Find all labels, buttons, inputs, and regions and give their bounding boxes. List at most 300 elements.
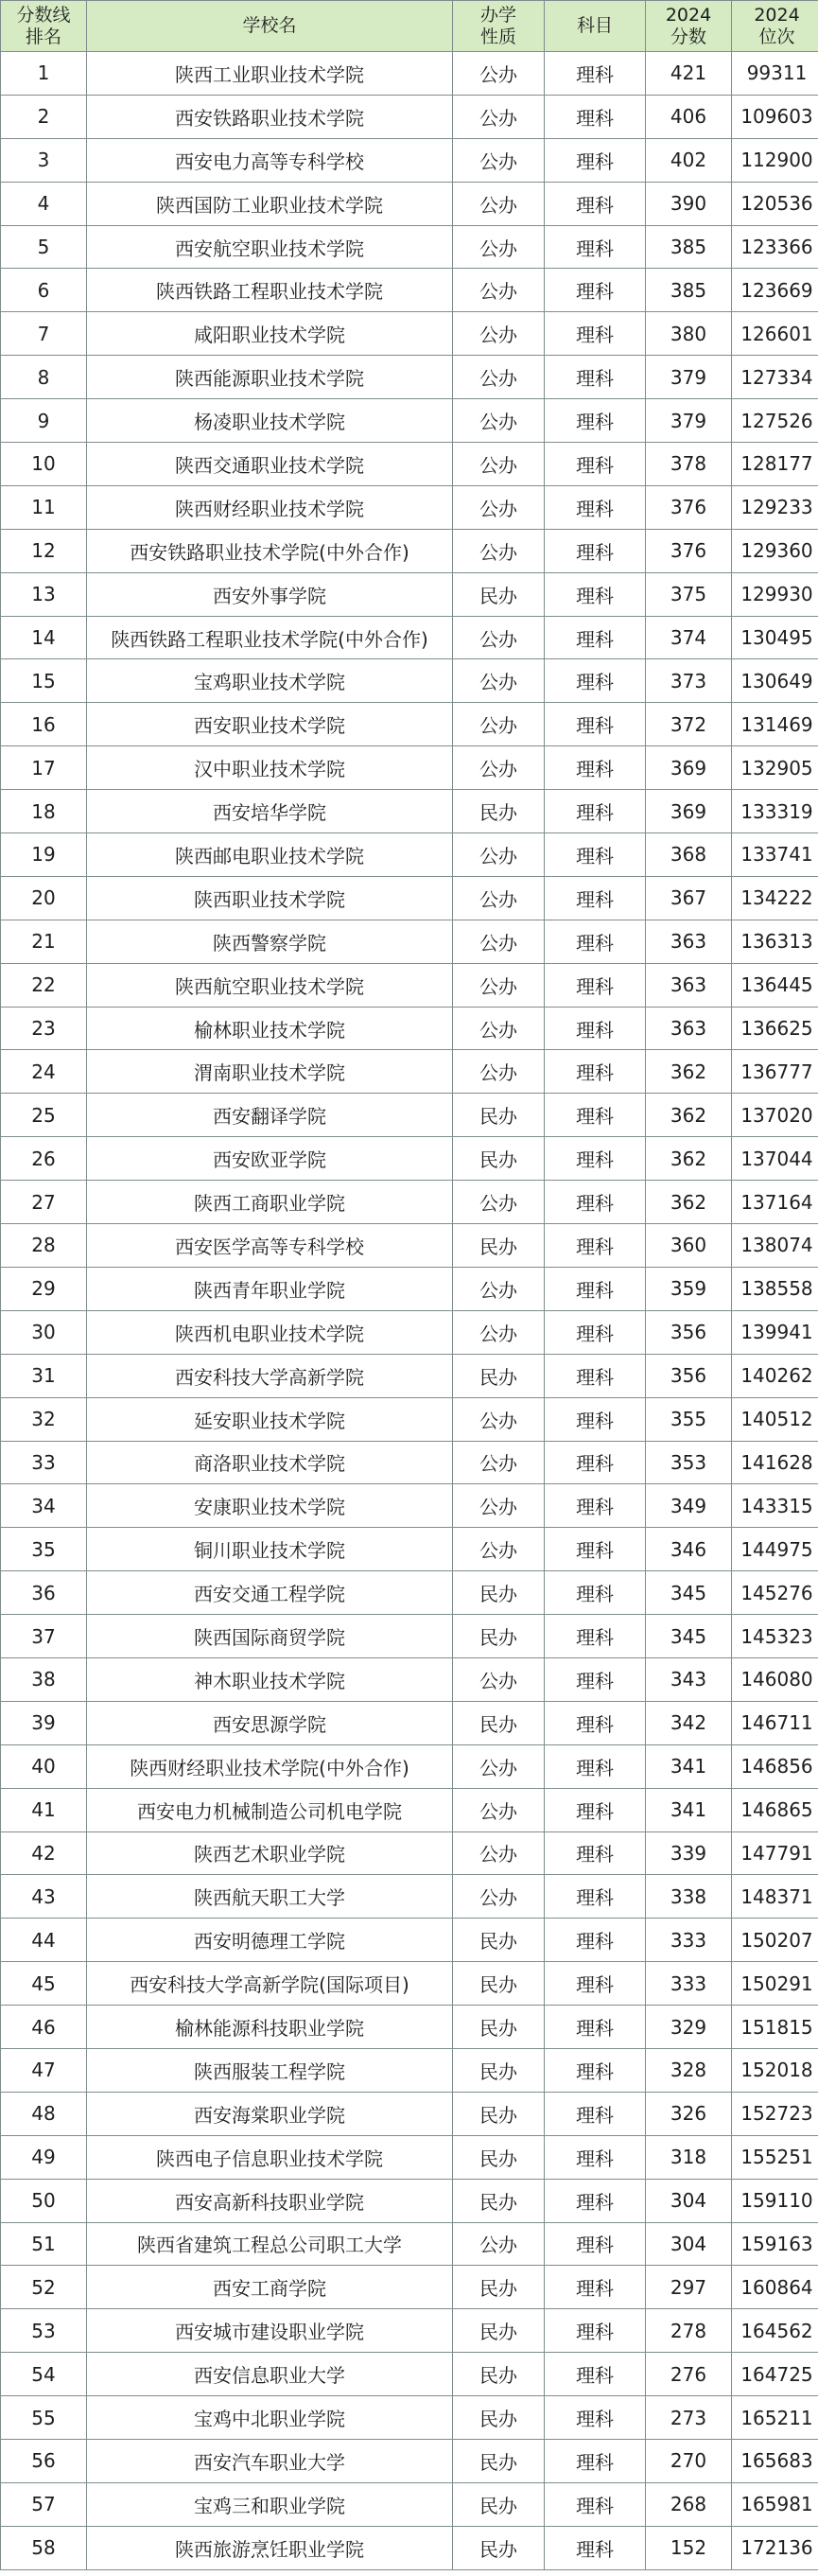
school-type-cell: 公办 [453,1267,545,1310]
position-cell: 130495 [732,616,818,659]
score-cell: 318 [646,2135,732,2179]
school-name-cell: 西安铁路职业技术学院(中外合作) [87,529,453,572]
table-row [1,1528,818,1571]
school-name-cell: 西安外事学院 [87,572,453,616]
table-row [1,1224,818,1268]
position-cell: 143315 [732,1484,818,1528]
rank-cell: 41 [1,1788,87,1831]
school-name-cell: 陕西青年职业学院 [87,1267,453,1310]
school-name-cell: 西安明德理工学院 [87,1919,453,1962]
rank-cell: 23 [1,1007,87,1050]
table-row [1,746,818,790]
score-cell: 346 [646,1528,732,1571]
table-row [1,312,818,356]
position-cell: 134222 [732,876,818,920]
subject-cell: 理科 [545,225,646,269]
header-score [646,1,732,52]
school-type-cell: 公办 [453,182,545,225]
score-cell: 376 [646,485,732,529]
subject-cell: 理科 [545,1094,646,1137]
table-row [1,1137,818,1181]
rank-cell: 33 [1,1441,87,1484]
school-name-cell: 西安翻译学院 [87,1094,453,1137]
score-cell: 343 [646,1657,732,1701]
rank-cell: 3 [1,138,87,182]
table-row [1,2353,818,2396]
school-name-cell: 宝鸡职业技术学院 [87,659,453,703]
school-type-cell: 民办 [453,1354,545,1397]
school-type-cell: 公办 [453,1007,545,1050]
subject-cell: 理科 [545,356,646,399]
position-cell: 172136 [732,2526,818,2569]
subject-cell: 理科 [545,963,646,1007]
rank-cell: 15 [1,659,87,703]
school-type-cell: 民办 [453,2482,545,2526]
rank-cell: 17 [1,746,87,790]
subject-cell: 理科 [545,399,646,443]
table-row [1,659,818,703]
header-position-line2: 位次 [758,26,795,47]
school-name-cell: 西安航空职业技术学院 [87,225,453,269]
table-row [1,182,818,225]
table-row [1,1050,818,1094]
score-cell: 385 [646,269,732,312]
position-cell: 129360 [732,529,818,572]
score-cell: 329 [646,2006,732,2049]
score-cell: 152 [646,2526,732,2569]
position-cell: 137020 [732,1094,818,1137]
subject-cell: 理科 [545,703,646,746]
position-cell: 160864 [732,2266,818,2309]
school-type-cell: 公办 [453,2222,545,2266]
school-type-cell: 民办 [453,2439,545,2482]
school-type-cell: 民办 [453,1571,545,1615]
rank-cell: 37 [1,1615,87,1658]
position-cell: 123366 [732,225,818,269]
score-cell: 421 [646,52,732,96]
subject-cell: 理科 [545,1571,646,1615]
school-name-cell: 陕西国际商贸学院 [87,1615,453,1658]
position-cell: 109603 [732,95,818,138]
school-type-cell: 公办 [453,963,545,1007]
position-cell: 147791 [732,1831,818,1875]
table-row [1,963,818,1007]
rank-cell: 7 [1,312,87,356]
school-name-cell: 陕西铁路工程职业技术学院 [87,269,453,312]
subject-cell: 理科 [545,182,646,225]
school-type-cell: 民办 [453,1615,545,1658]
score-cell: 342 [646,1701,732,1744]
subject-cell: 理科 [545,1875,646,1919]
table-row [1,1397,818,1441]
school-type-cell: 公办 [453,138,545,182]
subject-cell: 理科 [545,1657,646,1701]
school-name-cell: 西安医学高等专科学校 [87,1224,453,1268]
subject-cell: 理科 [545,1441,646,1484]
table-row [1,269,818,312]
school-name-cell: 陕西航空职业技术学院 [87,963,453,1007]
rank-cell: 14 [1,616,87,659]
score-cell: 363 [646,963,732,1007]
position-cell: 133741 [732,833,818,877]
school-type-cell: 公办 [453,95,545,138]
position-cell: 131469 [732,703,818,746]
rank-cell: 47 [1,2048,87,2092]
position-cell: 140262 [732,1354,818,1397]
rank-cell: 10 [1,443,87,486]
position-cell: 112900 [732,138,818,182]
table-row [1,920,818,963]
score-cell: 378 [646,443,732,486]
rank-cell: 48 [1,2092,87,2135]
score-cell: 367 [646,876,732,920]
rank-cell: 38 [1,1657,87,1701]
rank-cell: 2 [1,95,87,138]
table-row [1,2135,818,2179]
score-cell: 360 [646,1224,732,1268]
position-cell: 145276 [732,1571,818,1615]
position-cell: 136445 [732,963,818,1007]
subject-cell: 理科 [545,659,646,703]
score-cell: 406 [646,95,732,138]
school-name-cell: 西安信息职业大学 [87,2353,453,2396]
score-cell: 379 [646,356,732,399]
school-type-cell: 公办 [453,1484,545,1528]
header-type-line1: 办学 [479,4,516,26]
position-cell: 145323 [732,1615,818,1658]
table-row [1,52,818,96]
rank-cell: 11 [1,485,87,529]
position-cell: 123669 [732,269,818,312]
position-cell: 137164 [732,1181,818,1224]
table-row [1,443,818,486]
school-name-cell: 陕西职业技术学院 [87,876,453,920]
score-cell: 363 [646,920,732,963]
rank-cell: 50 [1,2179,87,2222]
rank-cell: 39 [1,1701,87,1744]
header-type-line2: 性质 [479,26,516,47]
subject-cell: 理科 [545,2092,646,2135]
school-name-cell: 陕西机电职业技术学院 [87,1310,453,1354]
school-type-cell: 民办 [453,1137,545,1181]
school-type-cell: 公办 [453,1788,545,1831]
table-row [1,2266,818,2309]
score-cell: 355 [646,1397,732,1441]
position-cell: 150207 [732,1919,818,1962]
position-cell: 127526 [732,399,818,443]
rank-cell: 22 [1,963,87,1007]
table-row [1,1875,818,1919]
score-cell: 345 [646,1615,732,1658]
subject-cell: 理科 [545,2179,646,2222]
subject-cell: 理科 [545,2309,646,2353]
position-cell: 99311 [732,52,818,96]
table-row [1,2439,818,2482]
score-cell: 328 [646,2048,732,2092]
table-row [1,1484,818,1528]
school-name-cell: 陕西邮电职业技术学院 [87,833,453,877]
school-type-cell: 民办 [453,2396,545,2440]
header-rank-line2: 排名 [25,26,61,47]
score-cell: 349 [646,1484,732,1528]
school-name-cell: 西安交通工程学院 [87,1571,453,1615]
school-type-cell: 民办 [453,2135,545,2179]
school-name-cell: 陕西省建筑工程总公司职工大学 [87,2222,453,2266]
score-cell: 369 [646,746,732,790]
rank-cell: 9 [1,399,87,443]
school-name-cell: 安康职业技术学院 [87,1484,453,1528]
score-cell: 326 [646,2092,732,2135]
subject-cell: 理科 [545,1007,646,1050]
school-name-cell: 陕西交通职业技术学院 [87,443,453,486]
rank-cell: 58 [1,2526,87,2569]
table-row [1,1007,818,1050]
rank-cell: 52 [1,2266,87,2309]
score-cell: 402 [646,138,732,182]
school-type-cell: 公办 [453,1050,545,1094]
school-name-cell: 陕西旅游烹饪职业学院 [87,2526,453,2569]
table-row [1,2006,818,2049]
header-position [732,1,818,52]
school-name-cell: 西安海棠职业学院 [87,2092,453,2135]
subject-cell: 理科 [545,443,646,486]
rank-cell: 21 [1,920,87,963]
table-row [1,2179,818,2222]
position-cell: 141628 [732,1441,818,1484]
score-cell: 368 [646,833,732,877]
rank-cell: 8 [1,356,87,399]
score-cell: 333 [646,1962,732,2006]
rank-cell: 34 [1,1484,87,1528]
school-type-cell: 民办 [453,2309,545,2353]
table-row [1,876,818,920]
table-row [1,2396,818,2440]
score-cell: 374 [646,616,732,659]
header-score-line1: 2024 [665,4,712,26]
subject-cell: 理科 [545,1831,646,1875]
position-cell: 132905 [732,746,818,790]
position-cell: 146856 [732,1744,818,1788]
school-type-cell: 公办 [453,1397,545,1441]
subject-cell: 理科 [545,1181,646,1224]
school-name-cell: 榆林职业技术学院 [87,1007,453,1050]
subject-cell: 理科 [545,1962,646,2006]
table-row [1,572,818,616]
school-type-cell: 民办 [453,2526,545,2569]
score-cell: 273 [646,2396,732,2440]
score-cell: 270 [646,2439,732,2482]
position-cell: 144975 [732,1528,818,1571]
position-cell: 133319 [732,790,818,833]
score-cell: 362 [646,1050,732,1094]
subject-cell: 理科 [545,2526,646,2569]
table-row [1,529,818,572]
score-cell: 276 [646,2353,732,2396]
score-cell: 304 [646,2179,732,2222]
school-type-cell: 公办 [453,833,545,877]
score-cell: 333 [646,1919,732,1962]
score-cell: 375 [646,572,732,616]
position-cell: 155251 [732,2135,818,2179]
header-rank [1,1,87,52]
rank-cell: 51 [1,2222,87,2266]
rank-cell: 56 [1,2439,87,2482]
school-type-cell: 公办 [453,703,545,746]
school-type-cell: 公办 [453,529,545,572]
header-score-line2: 分数 [670,26,706,47]
school-type-cell: 民办 [453,572,545,616]
header-subject: 科目 [545,1,646,52]
table-row [1,2048,818,2092]
subject-cell: 理科 [545,920,646,963]
position-cell: 165211 [732,2396,818,2440]
subject-cell: 理科 [545,2135,646,2179]
school-name-cell: 西安工商学院 [87,2266,453,2309]
school-type-cell: 民办 [453,1224,545,1268]
table-row [1,356,818,399]
rank-cell: 54 [1,2353,87,2396]
score-cell: 376 [646,529,732,572]
subject-cell: 理科 [545,1397,646,1441]
rank-cell: 57 [1,2482,87,2526]
table-row [1,833,818,877]
table-row [1,616,818,659]
rank-cell: 32 [1,1397,87,1441]
table-row [1,1831,818,1875]
table-row [1,2309,818,2353]
school-name-cell: 陕西工业职业技术学院 [87,52,453,96]
subject-cell: 理科 [545,833,646,877]
rank-cell: 29 [1,1267,87,1310]
rank-cell: 36 [1,1571,87,1615]
score-cell: 363 [646,1007,732,1050]
score-cell: 345 [646,1571,732,1615]
school-type-cell: 民办 [453,1701,545,1744]
subject-cell: 理科 [545,1050,646,1094]
school-type-cell: 公办 [453,312,545,356]
school-name-cell: 咸阳职业技术学院 [87,312,453,356]
school-name-cell: 陕西服装工程学院 [87,2048,453,2092]
school-type-cell: 民办 [453,2048,545,2092]
school-type-cell: 公办 [453,920,545,963]
school-type-cell: 公办 [453,746,545,790]
subject-cell: 理科 [545,1224,646,1268]
position-cell: 146080 [732,1657,818,1701]
school-name-cell: 商洛职业技术学院 [87,1441,453,1484]
subject-cell: 理科 [545,1701,646,1744]
score-cell: 369 [646,790,732,833]
table-row [1,1571,818,1615]
school-name-cell: 陕西艺术职业学院 [87,1831,453,1875]
rank-cell: 55 [1,2396,87,2440]
position-cell: 126601 [732,312,818,356]
position-cell: 164725 [732,2353,818,2396]
subject-cell: 理科 [545,138,646,182]
school-name-cell: 陕西航天职工大学 [87,1875,453,1919]
rank-cell: 20 [1,876,87,920]
school-name-cell: 榆林能源科技职业学院 [87,2006,453,2049]
school-name-cell: 陕西财经职业技术学院 [87,485,453,529]
table-row [1,1788,818,1831]
position-cell: 129233 [732,485,818,529]
rank-cell: 12 [1,529,87,572]
school-name-cell: 西安汽车职业大学 [87,2439,453,2482]
school-name-cell: 汉中职业技术学院 [87,746,453,790]
score-cell: 356 [646,1354,732,1397]
school-name-cell: 渭南职业技术学院 [87,1050,453,1094]
score-cell: 385 [646,225,732,269]
subject-cell: 理科 [545,2396,646,2440]
school-name-cell: 西安电力机械制造公司机电学院 [87,1788,453,1831]
school-type-cell: 民办 [453,2179,545,2222]
table-row [1,2526,818,2569]
subject-cell: 理科 [545,616,646,659]
rank-cell: 26 [1,1137,87,1181]
rank-cell: 44 [1,1919,87,1962]
subject-cell: 理科 [545,269,646,312]
table-row [1,2482,818,2526]
table-row [1,1094,818,1137]
subject-cell: 理科 [545,572,646,616]
score-cell: 380 [646,312,732,356]
subject-cell: 理科 [545,1615,646,1658]
rank-cell: 13 [1,572,87,616]
subject-cell: 理科 [545,2439,646,2482]
score-cell: 341 [646,1788,732,1831]
subject-cell: 理科 [545,1788,646,1831]
table-row [1,2092,818,2135]
position-cell: 152723 [732,2092,818,2135]
score-cell: 359 [646,1267,732,1310]
subject-cell: 理科 [545,2006,646,2049]
position-cell: 130649 [732,659,818,703]
position-cell: 137044 [732,1137,818,1181]
subject-cell: 理科 [545,2266,646,2309]
table-row [1,1962,818,2006]
subject-cell: 理科 [545,95,646,138]
school-name-cell: 西安铁路职业技术学院 [87,95,453,138]
score-cell: 372 [646,703,732,746]
score-cell: 339 [646,1831,732,1875]
position-cell: 129930 [732,572,818,616]
subject-cell: 理科 [545,1484,646,1528]
rank-cell: 31 [1,1354,87,1397]
school-name-cell: 陕西铁路工程职业技术学院(中外合作) [87,616,453,659]
subject-cell: 理科 [545,1354,646,1397]
table-row [1,95,818,138]
school-name-cell: 宝鸡中北职业学院 [87,2396,453,2440]
position-cell: 148371 [732,1875,818,1919]
score-cell: 362 [646,1094,732,1137]
subject-cell: 理科 [545,790,646,833]
school-type-cell: 公办 [453,1528,545,1571]
position-cell: 152018 [732,2048,818,2092]
school-type-cell: 民办 [453,2353,545,2396]
school-type-cell: 公办 [453,1744,545,1788]
school-name-cell: 西安培华学院 [87,790,453,833]
subject-cell: 理科 [545,529,646,572]
score-cell: 338 [646,1875,732,1919]
school-type-cell: 公办 [453,443,545,486]
position-cell: 128177 [732,443,818,486]
position-cell: 127334 [732,356,818,399]
table-row [1,1657,818,1701]
school-name-cell: 杨凌职业技术学院 [87,399,453,443]
school-type-cell: 公办 [453,876,545,920]
rank-cell: 1 [1,52,87,96]
table-row [1,1701,818,1744]
school-type-cell: 公办 [453,616,545,659]
